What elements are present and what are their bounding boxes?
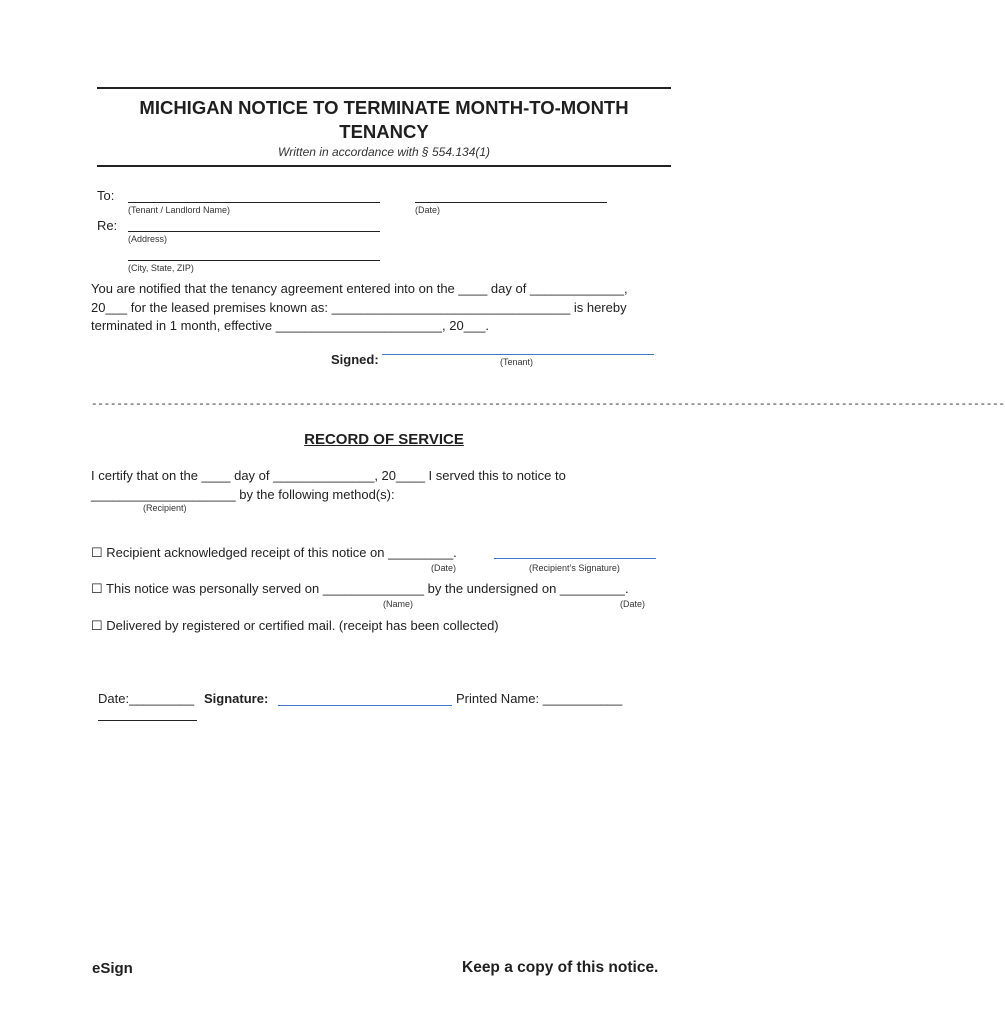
notice-line-2: 20___ for the leased premises known as: _________________________________ is hereby	[91, 299, 627, 315]
certify-line-1: I certify that on the ____ day of ______________, 20____ I served this to notice to	[91, 468, 566, 483]
service-option-acknowledged	[91, 544, 457, 563]
address-field[interactable]	[128, 231, 380, 232]
title-line-2: TENANCY	[339, 121, 429, 142]
re-label: Re:	[97, 218, 118, 233]
option-mail-text: Delivered by registered or certified mail. (receipt has been collected)	[106, 618, 499, 633]
option2-date-caption: (Date)	[620, 599, 646, 609]
option2-name-caption: (Name)	[383, 599, 414, 609]
record-of-service-heading: RECORD OF SERVICE	[304, 431, 464, 448]
recipient-caption: (Recipient)	[143, 503, 187, 513]
title-line-1: MICHIGAN NOTICE TO TERMINATE MONTH-TO-MONTH	[139, 97, 629, 118]
to-label: To:	[97, 188, 115, 203]
printed-name-continuation-field[interactable]	[98, 720, 197, 721]
option-personal-text: This notice was personally served on ______________ by the undersigned on _________.	[106, 581, 629, 596]
service-option-personal	[91, 580, 629, 599]
city-state-zip-field[interactable]	[128, 260, 380, 261]
cut-line-separator: -------------------------------------------------------------------------------------------------------------------------------------------------	[91, 399, 1005, 411]
document-subtitle: Written in accordance with § 554.134(1)	[277, 145, 491, 159]
notice-line-3: terminated in 1 month, effective _______________________, 20___.	[91, 318, 490, 333]
keep-copy-note: Keep a copy of this notice.	[462, 959, 659, 976]
signed-label: Signed:	[331, 352, 379, 367]
checkbox-personal[interactable]: ☐	[91, 581, 103, 596]
esign-logo: eSign	[92, 960, 133, 977]
recipient-signature-field[interactable]	[494, 558, 656, 559]
tenant-name-field[interactable]	[128, 202, 380, 203]
header-bottom-rule	[97, 165, 671, 167]
checkbox-mail[interactable]: ☐	[91, 618, 103, 633]
notice-line-1: You are notified that the tenancy agreement entered into on the ____ day of _____________,	[91, 281, 628, 296]
document-title	[97, 96, 671, 144]
top-rule	[97, 87, 671, 89]
city-state-zip-caption: (City, State, ZIP)	[128, 263, 194, 273]
service-option-mail	[91, 617, 499, 636]
certify-paragraph	[91, 467, 691, 504]
recipient-signature-caption: (Recipient’s Signature)	[529, 563, 620, 573]
address-caption: (Address)	[128, 234, 168, 244]
certify-line-2: ____________________ by the following method(s):	[91, 486, 395, 502]
notice-paragraph	[91, 280, 691, 336]
tenant-name-caption: (Tenant / Landlord Name)	[128, 205, 231, 215]
checkbox-acknowledged[interactable]: ☐	[91, 545, 103, 560]
tenant-caption: (Tenant)	[500, 357, 534, 367]
server-signature-label: Signature:	[204, 691, 269, 706]
tenant-signature-field[interactable]	[382, 354, 654, 355]
server-signature-field[interactable]	[278, 705, 452, 706]
printed-name-label: Printed Name: ___________	[456, 691, 623, 706]
date-caption: (Date)	[415, 205, 441, 215]
option1-date-caption: (Date)	[431, 563, 457, 573]
server-date-label: Date:_________	[98, 691, 195, 706]
option-acknowledged-text: Recipient acknowledged receipt of this notice on _________.	[106, 545, 457, 560]
date-field[interactable]	[415, 202, 607, 203]
